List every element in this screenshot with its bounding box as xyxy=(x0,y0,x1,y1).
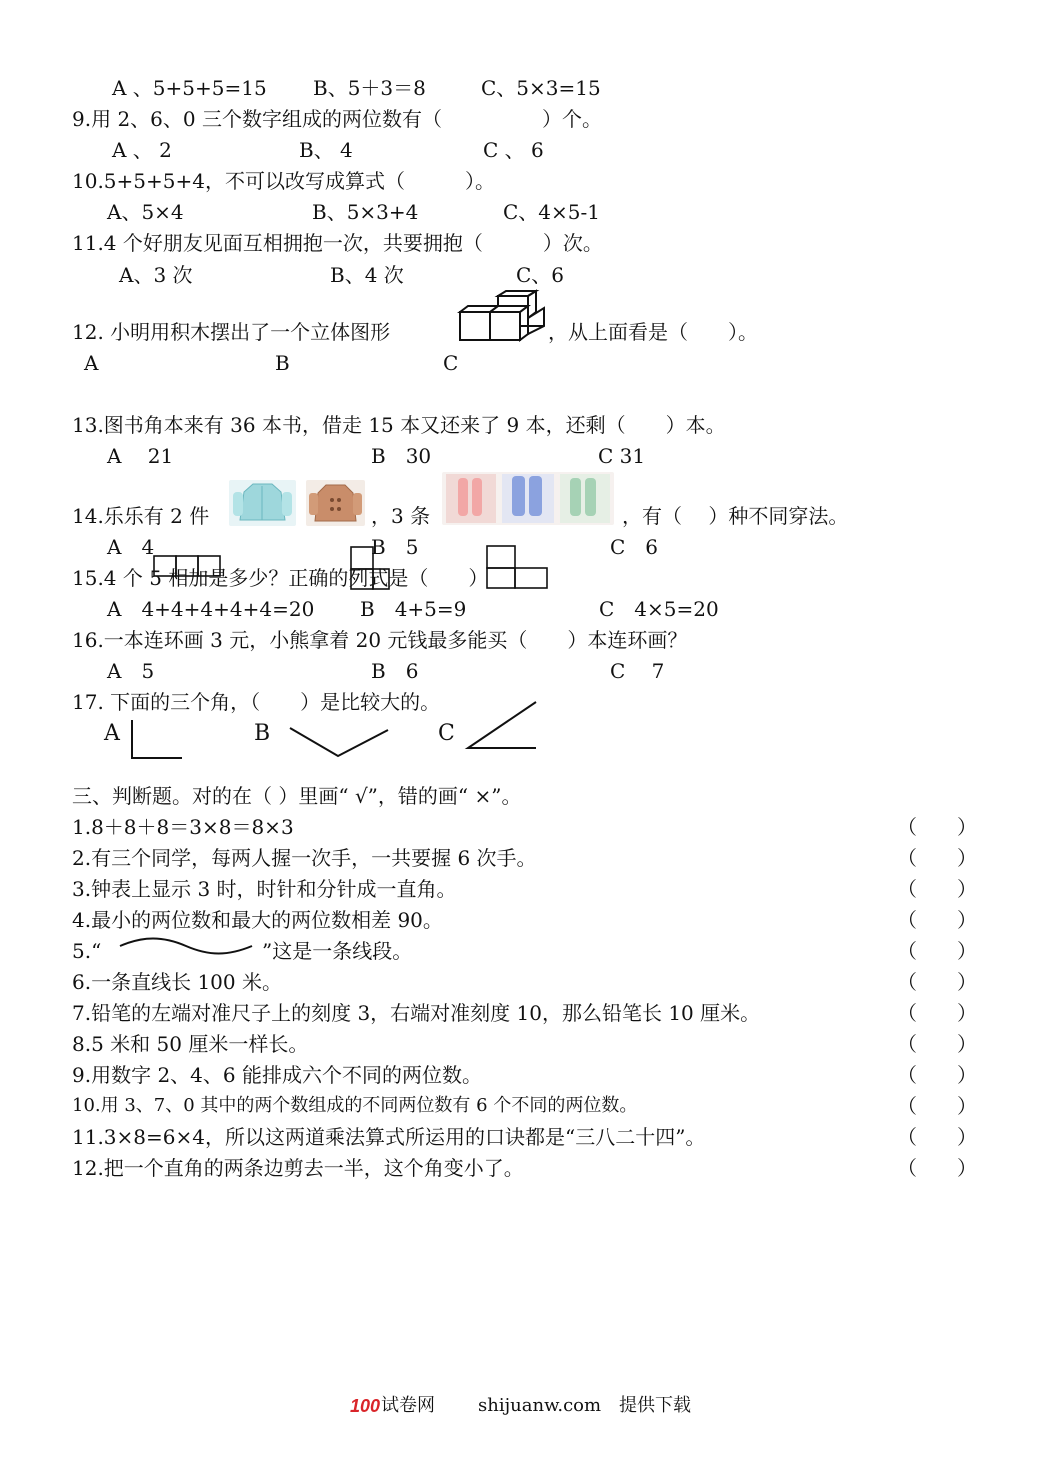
q13-option-a: A 21 xyxy=(107,444,174,468)
brown-coat-image xyxy=(306,480,365,526)
q17-stem: 17. 下面的三个角，（ ）是比较大的。 xyxy=(72,690,441,714)
answer-blank-4[interactable]: （ ） xyxy=(897,908,977,932)
answer-blank-5[interactable]: （ ） xyxy=(897,939,977,963)
judge-item-7: 7.铅笔的左端对准尺子上的刻度 3，右端对准刻度 10，那么铅笔长 10 厘米。 xyxy=(72,1001,761,1025)
q9-stem: 9.用 2、6、0 三个数字组成的两位数有（ ）个。 xyxy=(72,107,602,131)
q14-option-c: C 6 xyxy=(610,535,659,559)
q12-option-c: C xyxy=(443,351,459,375)
section3-title: 三、判断题。对的在（ ）里画“ √”，错的画“ ×”。 xyxy=(72,784,522,808)
q11-option-c: C、6 xyxy=(516,263,565,287)
judge-item-5-suffix: ”这是一条线段。 xyxy=(262,939,413,963)
footer-logo: 100 xyxy=(350,1396,381,1416)
angle-a-icon xyxy=(126,718,186,762)
judge-item-6: 6.一条直线长 100 米。 xyxy=(72,970,282,994)
answer-blank-12[interactable]: （ ） xyxy=(897,1156,977,1180)
q14-stem-c: ，有（ ）种不同穿法。 xyxy=(622,504,849,528)
q15-option-a: A 4+4+4+4+4=20 xyxy=(107,597,315,621)
q12-stem-b: ，从上面看是（ ）。 xyxy=(548,320,758,344)
answer-blank-8[interactable]: （ ） xyxy=(897,1032,977,1056)
q11-option-b: B、4 次 xyxy=(330,263,404,287)
q8-option-c: C、5×3=15 xyxy=(481,76,601,100)
top-view-c-icon xyxy=(485,545,551,591)
judge-item-3: 3.钟表上显示 3 时，时针和分针成一直角。 xyxy=(72,877,457,901)
q14-option-a: A 4 xyxy=(107,535,155,559)
answer-blank-9[interactable]: （ ） xyxy=(897,1063,977,1087)
pants-image xyxy=(442,472,614,525)
answer-blank-6[interactable]: （ ） xyxy=(897,970,977,994)
q10-option-b: B、5×3+4 xyxy=(312,200,419,224)
q17-option-c: C xyxy=(438,721,455,746)
q17-option-b: B xyxy=(254,721,271,746)
q14-option-b: B 5 xyxy=(371,535,419,559)
q10-option-a: A、5×4 xyxy=(107,200,184,224)
q12-option-b: B xyxy=(275,351,290,375)
judge-item-1: 1.8＋8＋8＝3×8＝8×3 xyxy=(72,815,294,839)
judge-item-2: 2.有三个同学，每两人握一次手，一共要握 6 次手。 xyxy=(72,846,537,870)
q16-option-a: A 5 xyxy=(107,659,155,683)
q14-stem-a: 14.乐乐有 2 件 xyxy=(72,504,210,528)
answer-blank-1[interactable]: （ ） xyxy=(897,815,977,839)
q13-stem: 13.图书角本来有 36 本书，借走 15 本又还来了 9 本，还剩（ ）本。 xyxy=(72,413,726,437)
q9-option-b: B、 4 xyxy=(299,138,353,162)
footer-site-link[interactable]: shijuanw.com xyxy=(478,1395,602,1416)
angle-c-icon xyxy=(464,700,540,752)
judge-item-10: 10.用 3、7、0 其中的两个数组成的不同两位数有 6 个不同的两位数。 xyxy=(72,1095,638,1116)
q15-option-b: B 4+5=9 xyxy=(360,597,467,621)
answer-blank-11[interactable]: （ ） xyxy=(897,1125,977,1149)
judge-item-8: 8.5 米和 50 厘米一样长。 xyxy=(72,1032,309,1056)
blue-coat-image xyxy=(229,480,296,526)
q17-option-a: A xyxy=(104,721,120,746)
judge-item-5-prefix: 5.“ xyxy=(72,939,102,963)
q8-option-b: B、5＋3＝8 xyxy=(313,76,426,100)
q8-option-a: A 、5+5+5=15 xyxy=(112,76,267,100)
q16-stem: 16.一本连环画 3 元，小熊拿着 20 元钱最多能买（ ）本连环画？ xyxy=(72,628,688,652)
answer-blank-7[interactable]: （ ） xyxy=(897,1001,977,1025)
judge-item-11: 11.3×8=6×4，所以这两道乘法算式所运用的口诀都是“三八二十四”。 xyxy=(72,1125,706,1149)
q16-option-c: C 7 xyxy=(610,659,665,683)
q15-option-c: C 4×5=20 xyxy=(599,597,719,621)
q12-option-a: A xyxy=(84,351,99,375)
judge-item-4: 4.最小的两位数和最大的两位数相差 90。 xyxy=(72,908,443,932)
footer-tail: 提供下载 xyxy=(619,1395,691,1416)
q13-option-c: C 31 xyxy=(598,444,646,468)
q11-stem: 11.4 个好朋友见面互相拥抱一次，共要拥抱（ ）次。 xyxy=(72,231,603,255)
wavy-line-icon xyxy=(118,934,254,956)
footer-logo-text: 试卷网 xyxy=(381,1395,435,1416)
block-figure-icon xyxy=(458,290,550,342)
q10-option-c: C、4×5-1 xyxy=(503,200,600,224)
q9-option-c: C 、 6 xyxy=(483,138,544,162)
q9-option-a: A 、 2 xyxy=(112,138,172,162)
answer-blank-3[interactable]: （ ） xyxy=(897,877,977,901)
answer-blank-2[interactable]: （ ） xyxy=(897,846,977,870)
q12-stem-a: 12. 小明用积木摆出了一个立体图形 xyxy=(72,320,391,344)
q14-stem-b: ，3 条 xyxy=(371,504,431,528)
q11-option-a: A、3 次 xyxy=(119,263,193,287)
q10-stem: 10.5+5+5+4，不可以改写成算式（ ）。 xyxy=(72,169,495,193)
q15-stem: 15.4 个 5 相加是多少？正确的列式是（ ） xyxy=(72,566,489,590)
q16-option-b: B 6 xyxy=(371,659,419,683)
judge-item-12: 12.把一个直角的两条边剪去一半，这个角变小了。 xyxy=(72,1156,524,1180)
answer-blank-10[interactable]: （ ） xyxy=(897,1094,977,1118)
q13-option-b: B 30 xyxy=(371,444,432,468)
angle-b-icon xyxy=(288,724,392,760)
judge-item-9: 9.用数字 2、4、6 能排成六个不同的两位数。 xyxy=(72,1063,482,1087)
